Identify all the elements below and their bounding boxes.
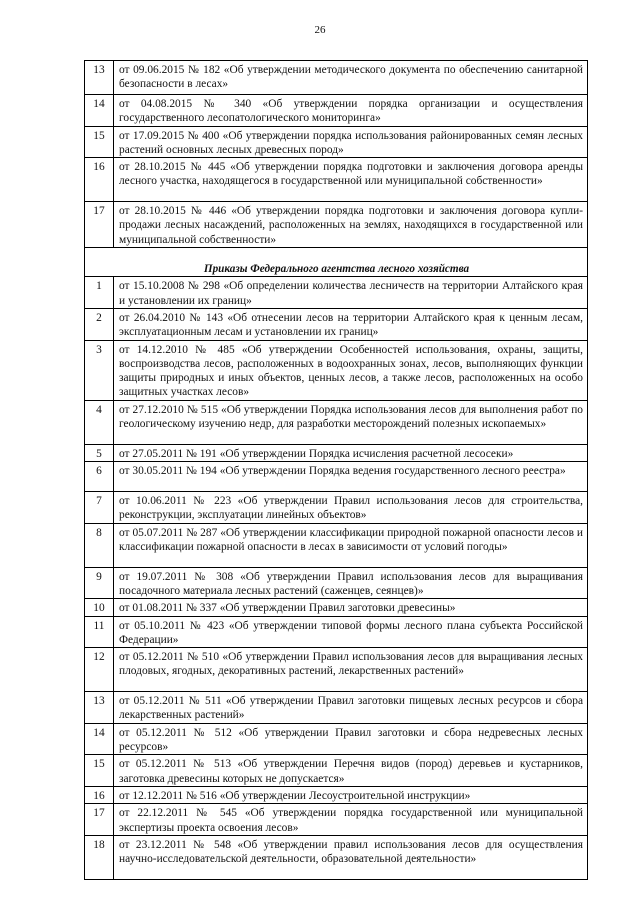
table-row	[85, 462, 588, 492]
row-text: от 05.12.2011 № 513 «Об утверждении Перечня видов (пород) деревьев и кустарников, заготовка древесины которых не допускается»	[114, 755, 588, 787]
row-number: 17	[85, 804, 114, 836]
table-row	[85, 492, 588, 524]
row-text: от 14.12.2010 № 485 «Об утверждении Особенностей использования, охраны, защиты, воспроизводства лесов, расположенных в водоохранных зонах, лесов, выполняющих функции защиты природных и иных объектов, ценных лесов, а также лесов, расположенных на особо защитных участках лесов»	[114, 340, 588, 400]
table-row	[85, 95, 588, 127]
row-text: от 17.09.2015 № 400 «Об утверждении порядка использования районированных семян лесных растений основных лесных древесных пород»	[114, 126, 588, 158]
row-number: 6	[85, 462, 114, 492]
page-number: 26	[314, 24, 326, 36]
table-row	[85, 340, 588, 400]
row-text: от 23.12.2011 № 548 «Об утверждении правил использования лесов для осуществления научно-исследовательской деятельности, образовательной деятельности»	[114, 835, 588, 879]
table-row	[85, 835, 588, 879]
table-row	[85, 567, 588, 599]
row-text: от 27.05.2011 № 191 «Об утверждении Порядка исчисления расчетной лесосеки»	[114, 444, 588, 461]
table-row	[85, 61, 588, 95]
table-row	[85, 202, 588, 248]
row-text: от 10.06.2011 № 223 «Об утверждении Правил использования лесов для строительства, реконструкции, эксплуатации линейных объектов»	[114, 492, 588, 524]
table-row	[85, 692, 588, 724]
row-number: 13	[85, 692, 114, 724]
table-row	[85, 400, 588, 444]
row-text: от 04.08.2015 № 340 «Об утверждении порядка организации и осуществления государственного лесопатологического мониторинга»	[114, 95, 588, 127]
table-row	[85, 308, 588, 340]
row-text: от 05.12.2011 № 511 «Об утверждении Правил заготовки пищевых лесных ресурсов и сбора лекарственных растений»	[114, 692, 588, 724]
table-body	[85, 61, 588, 880]
row-text: от 19.07.2011 № 308 «Об утверждении Правил использования лесов для выращивания посадочного материала лесных растений (саженцев, сеянцев)»	[114, 567, 588, 599]
table-row	[85, 804, 588, 836]
row-text: от 05.12.2011 № 512 «Об утверждении Правил заготовки и сбора недревесных лесных ресурсов»	[114, 723, 588, 755]
row-text: от 01.08.2011 № 337 «Об утверждении Правил заготовки древесины»	[114, 599, 588, 616]
row-text: от 28.10.2015 № 446 «Об утверждении порядка подготовки и заключения договора купли-продажи лесных насаждений, расположенных на землях, находящихся в государственной или муниципальной собственности»	[114, 202, 588, 248]
row-text: от 12.12.2011 № 516 «Об утверждении Лесоустроительной инструкции»	[114, 786, 588, 803]
table-row	[85, 648, 588, 692]
section-heading: Приказы Федерального агентства лесного хозяйства	[85, 248, 588, 277]
row-text: от 05.07.2011 № 287 «Об утверждении классификации природной пожарной опасности лесов и классификации пожарной опасности в лесах в зависимости от условий погоды»	[114, 523, 588, 567]
table-row	[85, 755, 588, 787]
row-number: 4	[85, 400, 114, 444]
row-number: 7	[85, 492, 114, 524]
section-heading-row	[85, 248, 588, 277]
row-number: 17	[85, 202, 114, 248]
row-text: от 22.12.2011 № 545 «Об утверждении порядка государственной или муниципальной экспертизы проекта освоения лесов»	[114, 804, 588, 836]
row-number: 9	[85, 567, 114, 599]
row-number: 15	[85, 755, 114, 787]
row-number: 11	[85, 616, 114, 648]
table-row	[85, 723, 588, 755]
row-number: 16	[85, 158, 114, 202]
row-text: от 15.10.2008 № 298 «Об определении количества лесничеств на территории Алтайского края и установлении их границ»	[114, 277, 588, 309]
table-row	[85, 786, 588, 803]
table-row	[85, 599, 588, 616]
row-number: 2	[85, 308, 114, 340]
row-number: 15	[85, 126, 114, 158]
row-text: от 28.10.2015 № 445 «Об утверждении порядка подготовки и заключения договора аренды лесного участка, находящегося в государственной или муниципальной собственности»	[114, 158, 588, 202]
row-number: 18	[85, 835, 114, 879]
row-text: от 05.12.2011 № 510 «Об утверждении Правил использования лесов для выращивания лесных плодовых, ягодных, декоративных растений, лекарственных растений»	[114, 648, 588, 692]
table-row	[85, 616, 588, 648]
row-number: 12	[85, 648, 114, 692]
row-text: от 09.06.2015 № 182 «Об утверждении методического документа по обеспечению санитарной безопасности в лесах»	[114, 61, 588, 95]
row-number: 14	[85, 723, 114, 755]
row-text: от 27.12.2010 № 515 «Об утверждении Порядка использования лесов для выполнения работ по геологическому изучению недр, для разработки месторождений полезных ископаемых»	[114, 400, 588, 444]
row-text: от 26.04.2010 № 143 «Об отнесении лесов на территории Алтайского края к ценным лесам, эксплуатационным лесам и установлении их границ»	[114, 308, 588, 340]
row-number: 8	[85, 523, 114, 567]
table-row	[85, 277, 588, 309]
table-row	[85, 444, 588, 461]
row-text: от 30.05.2011 № 194 «Об утверждении Порядка ведения государственного лесного реестра»	[114, 462, 588, 492]
row-text: от 05.10.2011 № 423 «Об утверждении типовой формы лесного плана субъекта Российской Федерации»	[114, 616, 588, 648]
row-number: 3	[85, 340, 114, 400]
table-row	[85, 126, 588, 158]
row-number: 13	[85, 61, 114, 95]
row-number: 5	[85, 444, 114, 461]
table-row	[85, 523, 588, 567]
row-number: 14	[85, 95, 114, 127]
row-number: 1	[85, 277, 114, 309]
table-row	[85, 158, 588, 202]
row-number: 16	[85, 786, 114, 803]
regulations-table	[84, 60, 588, 880]
row-number: 10	[85, 599, 114, 616]
